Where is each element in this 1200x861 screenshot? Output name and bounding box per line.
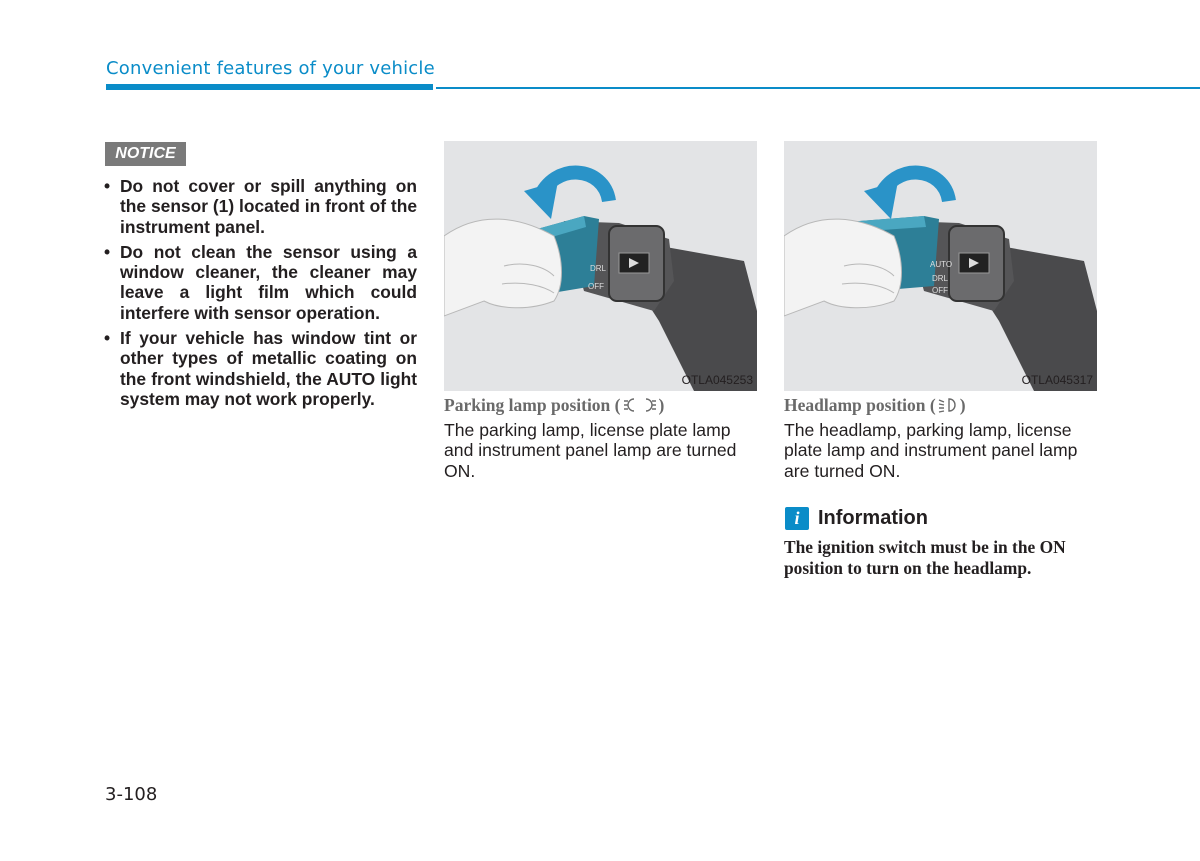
notice-badge: NOTICE xyxy=(105,142,186,166)
header-rule-thick xyxy=(106,84,433,90)
info-icon: i xyxy=(785,507,809,530)
figure-code: OTLA045317 xyxy=(1021,373,1093,387)
notice-item-text: Do not clean the sensor using a window cleaner, the cleaner may leave a light film which could interfere with sensor operation. xyxy=(120,241,417,323)
switch-label-auto: AUTO xyxy=(930,260,953,269)
headlamp-icon xyxy=(937,397,959,418)
figure-code: OTLA045253 xyxy=(681,373,753,387)
page-number: 3-108 xyxy=(105,784,158,805)
info-title: Information xyxy=(818,507,928,529)
light-switch-illustration xyxy=(784,141,1097,391)
notice-item-text: Do not cover or spill anything on the sensor (1) located in front of the instrument panel. xyxy=(120,176,417,237)
figure-headlamp xyxy=(784,141,1097,391)
figure-parking-lamp xyxy=(444,141,757,391)
heading-suffix: ) xyxy=(959,395,966,415)
switch-label-off: OFF xyxy=(932,286,948,295)
notice-list xyxy=(104,176,417,414)
headlamp-heading xyxy=(784,395,966,418)
info-text: The ignition switch must be in the ON position to turn on the headlamp. xyxy=(784,537,1066,578)
list-item: • Do not cover or spill anything on the sensor (1) located in front of the instrument panel. xyxy=(104,176,417,237)
switch-label-drl: DRL xyxy=(932,274,949,283)
heading-suffix: ) xyxy=(658,395,665,415)
header-rule-thin xyxy=(436,87,1200,89)
header-title: Convenient features of your vehicle xyxy=(106,58,435,79)
switch-label-off: OFF xyxy=(588,282,604,291)
light-switch-illustration xyxy=(444,141,757,391)
switch-label-drl: DRL xyxy=(590,264,607,273)
list-item: • Do not clean the sensor using a window cleaner, the cleaner may leave a light film which could interfere with sensor operation. xyxy=(104,241,417,323)
notice-item-text: If your vehicle has window tint or other types of metallic coating on the front windshield, the AUTO light system may not work properly. xyxy=(120,328,417,409)
parking-lamp-heading xyxy=(444,395,664,418)
heading-prefix: Headlamp position ( xyxy=(784,395,936,415)
heading-prefix: Parking lamp position ( xyxy=(444,395,621,415)
parking-lamp-description: The parking lamp, license plate lamp and instrument panel lamp are turned ON. xyxy=(444,420,737,481)
parking-lamp-icon xyxy=(622,397,658,418)
headlamp-description: The headlamp, parking lamp, license plate lamp and instrument panel lamp are turned ON. xyxy=(784,420,1078,481)
list-item: • If your vehicle has window tint or other types of metallic coating on the front windshield, the AUTO light system may not work properly. xyxy=(104,328,417,409)
